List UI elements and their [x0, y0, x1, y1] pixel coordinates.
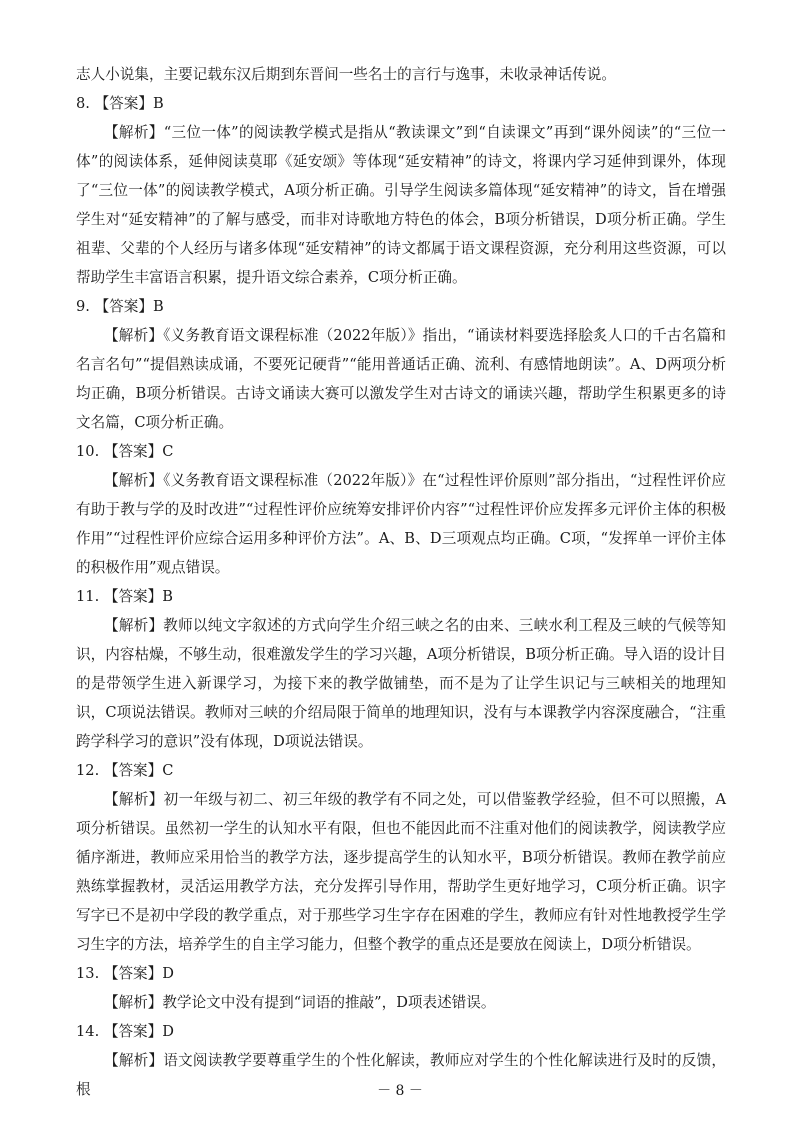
answer-item-12 [76, 756, 726, 959]
answer-label: 10. 【答案】C [76, 443, 174, 460]
answer-label: 13. 【答案】D [76, 965, 174, 982]
answer-label: 9. 【答案】B [76, 298, 164, 315]
answer-item-13 [76, 959, 726, 1017]
continued-paragraph: 志人小说集，主要记载东汉后期到东晋间一些名士的言行与逸事，未收录神话传说。 [76, 66, 616, 83]
explanation-text: 【解析】教学论文中没有提到“词语的推敲”，D项表述错误。 [104, 994, 496, 1011]
answer-label: 14. 【答案】D [76, 1023, 174, 1040]
answer-key-content [76, 60, 726, 1104]
explanation-text: 【解析】《义务教育语文课程标准（2022年版）》指出，“诵读材料要选择脍炙人口的千古名篇和名言名句”“提倡熟读成诵，不要死记硬背”“能用普通话正确、流利、有感情地朗读”。A、D两项分析均正确，B项分析错误。古诗文诵读大赛可以激发学生对古诗文的诵读兴趣，帮助学生积累更多的诗文名篇，C项分析正确。 [76, 327, 726, 431]
answer-label: 11. 【答案】B [76, 588, 173, 605]
explanation-text: 【解析】教师以纯文字叙述的方式向学生介绍三峡之名的由来、三峡水利工程及三峡的气候等知识，内容枯燥，不够生动，很难激发学生的学习兴趣，A项分析错误，B项分析正确。导入语的设计目的是带领学生进入新课学习，为接下来的教学做铺垫，而不是为了让学生识记与三峡相关的地理知识，C项说法错误。教师对三峡的介绍局限于简单的地理知识，没有与本课教学内容深度融合，“注重跨学科学习的意识”没有体现，D项说法错误。 [76, 617, 726, 750]
page-number: － 8 － [377, 1083, 423, 1099]
explanation-text: 【解析】语文阅读教学要尊重学生的个性化解读，教师应对学生的个性化解读进行及时的反馈，根 [76, 1052, 726, 1098]
answer-label: 8. 【答案】B [76, 95, 164, 112]
explanation-text: 【解析】“三位一体”的阅读教学模式是指从“教读课文”到“自读课文”再到“课外阅读”的“三位一体”的阅读体系，延伸阅读莫耶《延安颂》等体现“延安精神”的诗文，将课内学习延伸到课外，体现了“三位一体”的阅读教学模式，A项分析正确。引导学生阅读多篇体现“延安精神”的诗文，旨在增强学生对“延安精神”的了解与感受，而非对诗歌地方特色的体会，B项分析错误，D项分析正确。学生祖辈、父辈的个人经历与诸多体现“延安精神”的诗文都属于语文课程资源，充分利用这些资源，可以帮助学生丰富语言积累，提升语文综合素养，C项分析正确。 [76, 124, 726, 286]
answer-item-8 [76, 89, 726, 292]
explanation-text: 【解析】初一年级与初二、初三年级的教学有不同之处，可以借鉴教学经验，但不可以照搬，A项分析错误。虽然初一学生的认知水平有限，但也不能因此而不注重对他们的阅读教学，阅读教学应循序渐进，教师应采用恰当的教学方法，逐步提高学生的认知水平，B项分析错误。教师在教学前应熟练掌握教材，灵活运用教学方法，充分发挥引导作用，帮助学生更好地学习，C项分析正确。识字写字已不是初中学段的教学重点，对于那些学习生字存在困难的学生，教师应有针对性地教授学生学习生字的方法，培养学生的自主学习能力，但整个教学的重点还是要放在阅读上，D项分析错误。 [76, 791, 726, 953]
explanation-text: 【解析】《义务教育语文课程标准（2022年版）》在“过程性评价原则”部分指出，“过程性评价应有助于教与学的及时改进”“过程性评价应统筹安排评价内容”“过程性评价应发挥多元评价主体的积极作用”“过程性评价应综合运用多种评价方法”。A、B、D三项观点均正确。C项，“发挥单一评价主体的积极作用”观点错误。 [76, 472, 726, 576]
answer-label: 12. 【答案】C [76, 762, 174, 779]
answer-item-11 [76, 582, 726, 756]
answer-item-9 [76, 292, 726, 437]
answer-item-10 [76, 437, 726, 582]
